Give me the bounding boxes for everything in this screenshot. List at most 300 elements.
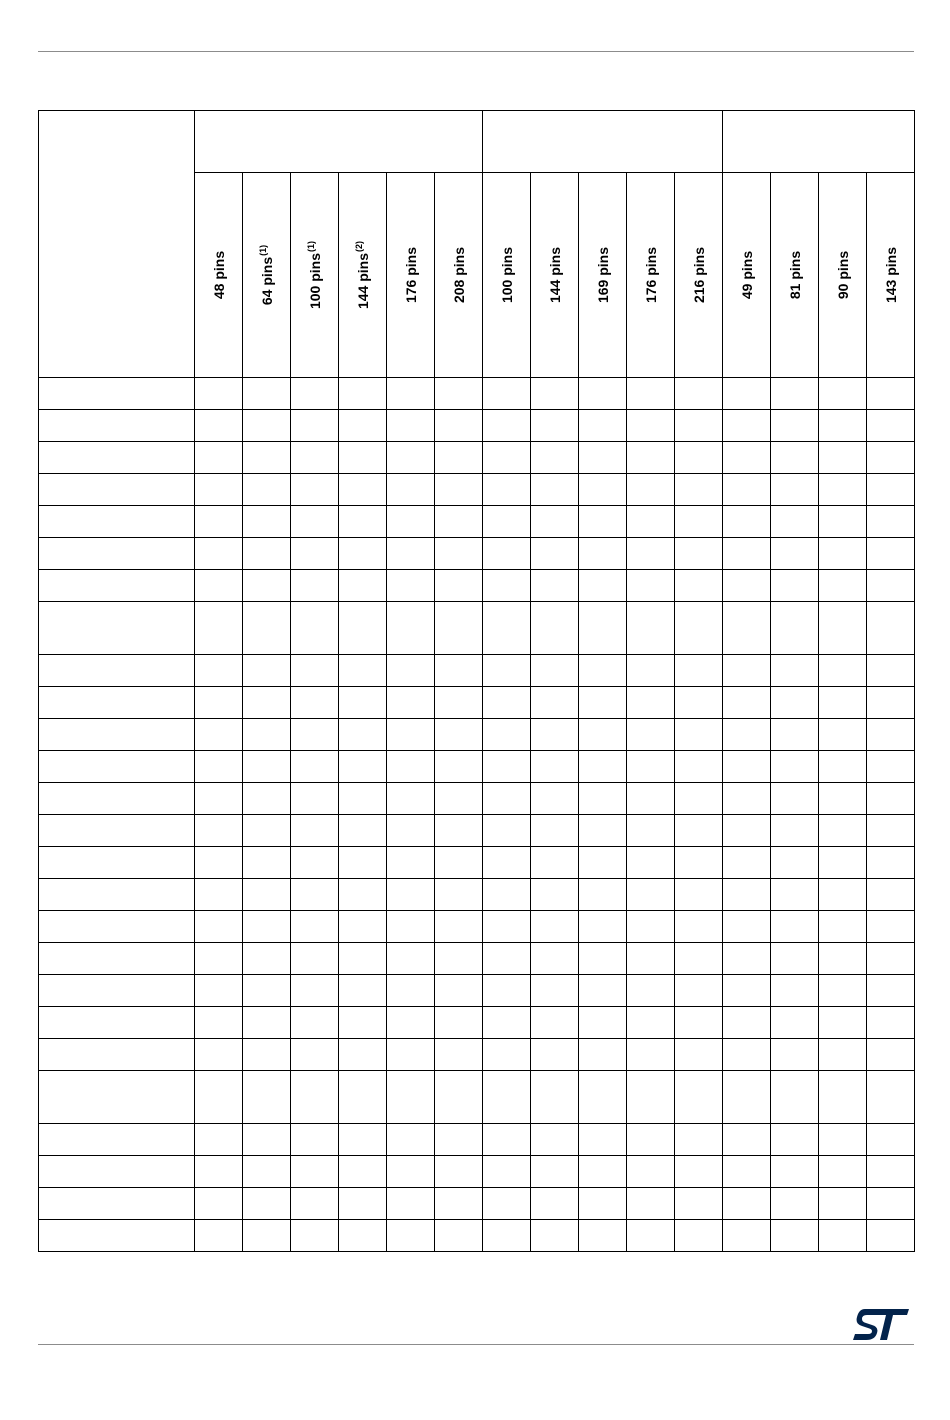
table-cell (387, 719, 435, 751)
table-cell (435, 506, 483, 538)
row-label-cell (39, 442, 195, 474)
table-cell (387, 975, 435, 1007)
table-cell (819, 1156, 867, 1188)
table-cell (291, 687, 339, 719)
table-cell (675, 1156, 723, 1188)
table-cell (435, 378, 483, 410)
row-label-cell (39, 975, 195, 1007)
table-cell (627, 815, 675, 847)
table-cell (723, 1124, 771, 1156)
table-cell (867, 570, 915, 602)
table-cell (291, 410, 339, 442)
table-cell (675, 1007, 723, 1039)
table-cell (723, 847, 771, 879)
table-row (39, 655, 915, 687)
row-label-cell (39, 378, 195, 410)
pin-count-label: 64 pins$^{(1)}$ (257, 244, 275, 306)
table-cell (867, 655, 915, 687)
table-cell (387, 687, 435, 719)
row-label-cell (39, 1156, 195, 1188)
table-cell (339, 1220, 387, 1252)
header-rule (38, 51, 914, 52)
table-cell (627, 751, 675, 783)
table-cell (867, 1039, 915, 1071)
table-cell (771, 879, 819, 911)
table-cell (339, 975, 387, 1007)
table-cell (435, 1071, 483, 1124)
table-cell (675, 687, 723, 719)
table-cell (435, 751, 483, 783)
table-cell (819, 538, 867, 570)
table-cell (291, 783, 339, 815)
table-cell (435, 1124, 483, 1156)
table-cell (291, 815, 339, 847)
table-cell (771, 751, 819, 783)
table-cell (291, 655, 339, 687)
table-cell (627, 1039, 675, 1071)
table-cell (579, 1188, 627, 1220)
table-cell (339, 1039, 387, 1071)
table-cell (243, 602, 291, 655)
table-cell (579, 1220, 627, 1252)
row-label-cell (39, 655, 195, 687)
table-cell (435, 655, 483, 687)
table-cell (291, 378, 339, 410)
table-cell (579, 602, 627, 655)
table-cell (867, 378, 915, 410)
table-cell (291, 1124, 339, 1156)
row-label-cell (39, 719, 195, 751)
row-label-cell (39, 602, 195, 655)
table-cell (387, 1124, 435, 1156)
table-cell (291, 538, 339, 570)
table-cell (579, 783, 627, 815)
row-label-cell (39, 911, 195, 943)
table-cell (387, 1188, 435, 1220)
table-cell (195, 602, 243, 655)
table-row (39, 506, 915, 538)
row-label-cell (39, 943, 195, 975)
pin-count-header (627, 173, 675, 378)
table-cell (339, 506, 387, 538)
table-cell (387, 602, 435, 655)
pin-count-header (435, 173, 483, 378)
table-cell (339, 879, 387, 911)
table-cell (531, 442, 579, 474)
table-cell (627, 943, 675, 975)
table-cell (243, 751, 291, 783)
pin-count-label: 100 pins$^{(1)}$ (305, 240, 323, 310)
table-cell (531, 911, 579, 943)
table-cell (675, 410, 723, 442)
table-cell (435, 538, 483, 570)
table-cell (867, 847, 915, 879)
table-cell (579, 751, 627, 783)
table-cell (531, 378, 579, 410)
row-label-cell (39, 687, 195, 719)
table-cell (531, 506, 579, 538)
table-cell (339, 943, 387, 975)
table-cell (483, 879, 531, 911)
table-cell (243, 1220, 291, 1252)
table-cell (195, 847, 243, 879)
table-cell (819, 719, 867, 751)
table-cell (243, 943, 291, 975)
row-label-cell (39, 1220, 195, 1252)
table-cell (819, 1071, 867, 1124)
table-cell (243, 1071, 291, 1124)
table-cell (387, 879, 435, 911)
table-cell (195, 1071, 243, 1124)
table-cell (243, 1156, 291, 1188)
table-cell (483, 442, 531, 474)
table-cell (675, 378, 723, 410)
table-cell (867, 943, 915, 975)
table-cell (675, 783, 723, 815)
st-logo (853, 1309, 909, 1340)
table-cell (819, 911, 867, 943)
table-cell (675, 570, 723, 602)
table-cell (531, 687, 579, 719)
table-cell (195, 1156, 243, 1188)
table-cell (435, 474, 483, 506)
table-cell (483, 474, 531, 506)
table-cell (627, 602, 675, 655)
table-cell (195, 378, 243, 410)
table-cell (531, 751, 579, 783)
table-cell (339, 538, 387, 570)
table-cell (723, 378, 771, 410)
table-cell (195, 655, 243, 687)
table-cell (483, 1188, 531, 1220)
table-row (39, 1188, 915, 1220)
table-cell (387, 474, 435, 506)
table-cell (243, 506, 291, 538)
table-row (39, 815, 915, 847)
table-cell (531, 975, 579, 1007)
table-cell (771, 506, 819, 538)
table-cell (243, 847, 291, 879)
table-cell (483, 655, 531, 687)
table-cell (627, 879, 675, 911)
table-cell (387, 655, 435, 687)
table-cell (291, 719, 339, 751)
table-cell (579, 442, 627, 474)
table-cell (771, 538, 819, 570)
table-cell (579, 1124, 627, 1156)
table-cell (387, 911, 435, 943)
table-cell (771, 410, 819, 442)
table-cell (771, 1220, 819, 1252)
table-cell (531, 570, 579, 602)
table-cell (483, 1007, 531, 1039)
table-row (39, 783, 915, 815)
table-cell (771, 719, 819, 751)
table-cell (819, 1007, 867, 1039)
table-cell (387, 815, 435, 847)
pin-count-label: 49 pins (738, 250, 755, 300)
pin-count-label: 100 pins (498, 246, 515, 304)
table-cell (435, 1188, 483, 1220)
table-cell (195, 879, 243, 911)
table-cell (291, 1071, 339, 1124)
table-cell (195, 410, 243, 442)
pin-count-label: 176 pins (642, 246, 659, 304)
package-group-header (723, 111, 915, 173)
table-cell (579, 943, 627, 975)
pin-count-label: 48 pins (210, 250, 227, 300)
table-cell (483, 975, 531, 1007)
table-cell (867, 1124, 915, 1156)
package-group-header (195, 111, 483, 173)
pin-count-label: 143 pins (882, 246, 899, 304)
table-cell (771, 975, 819, 1007)
table-cell (291, 1039, 339, 1071)
pin-count-header (291, 173, 339, 378)
table-cell (483, 815, 531, 847)
pin-count-header (531, 173, 579, 378)
table-cell (819, 1188, 867, 1220)
table-cell (723, 1039, 771, 1071)
table-cell (627, 1124, 675, 1156)
table-cell (483, 943, 531, 975)
pin-count-header (339, 173, 387, 378)
table-cell (195, 1124, 243, 1156)
table-cell (483, 1071, 531, 1124)
table-cell (819, 442, 867, 474)
table-cell (387, 1007, 435, 1039)
table-cell (867, 602, 915, 655)
table-cell (483, 751, 531, 783)
table-cell (387, 506, 435, 538)
table-cell (339, 1188, 387, 1220)
table-cell (771, 1124, 819, 1156)
table-cell (243, 719, 291, 751)
table-cell (339, 1071, 387, 1124)
table-cell (243, 442, 291, 474)
table-cell (483, 1039, 531, 1071)
table-cell (819, 474, 867, 506)
table-cell (339, 815, 387, 847)
table-row (39, 687, 915, 719)
table-cell (771, 847, 819, 879)
table-cell (387, 442, 435, 474)
table-cell (531, 1220, 579, 1252)
table-cell (627, 783, 675, 815)
pin-count-label: 90 pins (834, 250, 851, 300)
footnote-ref: (2) (353, 240, 364, 252)
table-cell (627, 1188, 675, 1220)
row-label-cell (39, 1071, 195, 1124)
table-cell (579, 911, 627, 943)
table-cell (771, 1188, 819, 1220)
table-cell (867, 719, 915, 751)
table-cell (243, 911, 291, 943)
table-cell (195, 1188, 243, 1220)
table-cell (867, 815, 915, 847)
table-cell (579, 378, 627, 410)
table-cell (483, 378, 531, 410)
table-cell (723, 1156, 771, 1188)
table-cell (387, 538, 435, 570)
table-cell (723, 943, 771, 975)
table-row (39, 1039, 915, 1071)
table-cell (195, 687, 243, 719)
table-cell (627, 847, 675, 879)
table-cell (771, 602, 819, 655)
table-cell (867, 783, 915, 815)
table-cell (195, 719, 243, 751)
table-cell (867, 1071, 915, 1124)
pin-count-header (579, 173, 627, 378)
table-cell (435, 570, 483, 602)
pin-count-label: 169 pins (594, 246, 611, 304)
table-cell (291, 879, 339, 911)
table-cell (531, 1039, 579, 1071)
table-cell (675, 474, 723, 506)
table-cell (483, 911, 531, 943)
table-cell (435, 602, 483, 655)
table-cell (339, 1124, 387, 1156)
table-cell (387, 783, 435, 815)
table-cell (819, 1039, 867, 1071)
table-cell (387, 943, 435, 975)
table-row (39, 378, 915, 410)
table-cell (579, 975, 627, 1007)
table-cell (819, 1124, 867, 1156)
table-cell (627, 1220, 675, 1252)
table-cell (819, 879, 867, 911)
table-cell (675, 1188, 723, 1220)
table-cell (579, 570, 627, 602)
table-cell (483, 410, 531, 442)
table-cell (243, 815, 291, 847)
table-cell (243, 570, 291, 602)
table-cell (195, 538, 243, 570)
table-cell (195, 506, 243, 538)
table-cell (627, 474, 675, 506)
table-cell (579, 538, 627, 570)
table-cell (627, 538, 675, 570)
table-row (39, 1071, 915, 1124)
table-cell (339, 1156, 387, 1188)
table-cell (435, 687, 483, 719)
footnote-ref: (1) (257, 244, 268, 256)
table-cell (195, 751, 243, 783)
table-cell (339, 474, 387, 506)
row-label-cell (39, 410, 195, 442)
table-cell (531, 474, 579, 506)
table-cell (867, 975, 915, 1007)
table-cell (387, 1039, 435, 1071)
table-row (39, 570, 915, 602)
table-cell (531, 1071, 579, 1124)
table-cell (483, 538, 531, 570)
table-cell (195, 1039, 243, 1071)
table-cell (819, 378, 867, 410)
footer-rule (38, 1344, 914, 1345)
table-row (39, 1156, 915, 1188)
table-cell (819, 602, 867, 655)
package-pin-table (38, 110, 915, 1252)
table-cell (675, 1071, 723, 1124)
table-cell (387, 1220, 435, 1252)
table-cell (867, 474, 915, 506)
table-cell (675, 655, 723, 687)
table-cell (867, 1188, 915, 1220)
table-cell (339, 655, 387, 687)
table-cell (627, 687, 675, 719)
table-row (39, 1124, 915, 1156)
table-cell (675, 538, 723, 570)
table-cell (867, 538, 915, 570)
table-cell (291, 911, 339, 943)
table-cell (483, 783, 531, 815)
table-cell (819, 751, 867, 783)
table-cell (771, 442, 819, 474)
table-cell (291, 442, 339, 474)
table-cell (531, 943, 579, 975)
row-label-cell (39, 538, 195, 570)
table-cell (723, 783, 771, 815)
table-cell (627, 911, 675, 943)
table-cell (291, 1220, 339, 1252)
table-cell (387, 1071, 435, 1124)
table-cell (339, 442, 387, 474)
table-cell (867, 687, 915, 719)
table-cell (531, 538, 579, 570)
table-row (39, 602, 915, 655)
table-cell (531, 1188, 579, 1220)
package-group-header (483, 111, 723, 173)
table-cell (675, 847, 723, 879)
table-cell (483, 687, 531, 719)
table-cell (339, 602, 387, 655)
table-cell (627, 410, 675, 442)
table-cell (627, 1007, 675, 1039)
table-cell (723, 570, 771, 602)
table-cell (723, 474, 771, 506)
table-cell (483, 1156, 531, 1188)
table-cell (243, 783, 291, 815)
table-cell (339, 1007, 387, 1039)
pin-count-header (483, 173, 531, 378)
table-cell (723, 687, 771, 719)
table-cell (675, 815, 723, 847)
table-cell (771, 1039, 819, 1071)
pin-count-label: 208 pins (450, 246, 467, 304)
table-row (39, 847, 915, 879)
table-cell (723, 719, 771, 751)
table-cell (579, 815, 627, 847)
table-cell (243, 474, 291, 506)
table-cell (579, 1156, 627, 1188)
table-cell (723, 1220, 771, 1252)
footnote-ref: (1) (305, 240, 316, 252)
table-cell (195, 975, 243, 1007)
table-cell (675, 1220, 723, 1252)
table-cell (339, 378, 387, 410)
pin-count-header (387, 173, 435, 378)
table-cell (867, 506, 915, 538)
table-cell (627, 1071, 675, 1124)
table-cell (627, 975, 675, 1007)
table-cell (771, 570, 819, 602)
row-label-cell (39, 1188, 195, 1220)
table-cell (819, 1220, 867, 1252)
table-cell (723, 879, 771, 911)
table-cell (819, 506, 867, 538)
